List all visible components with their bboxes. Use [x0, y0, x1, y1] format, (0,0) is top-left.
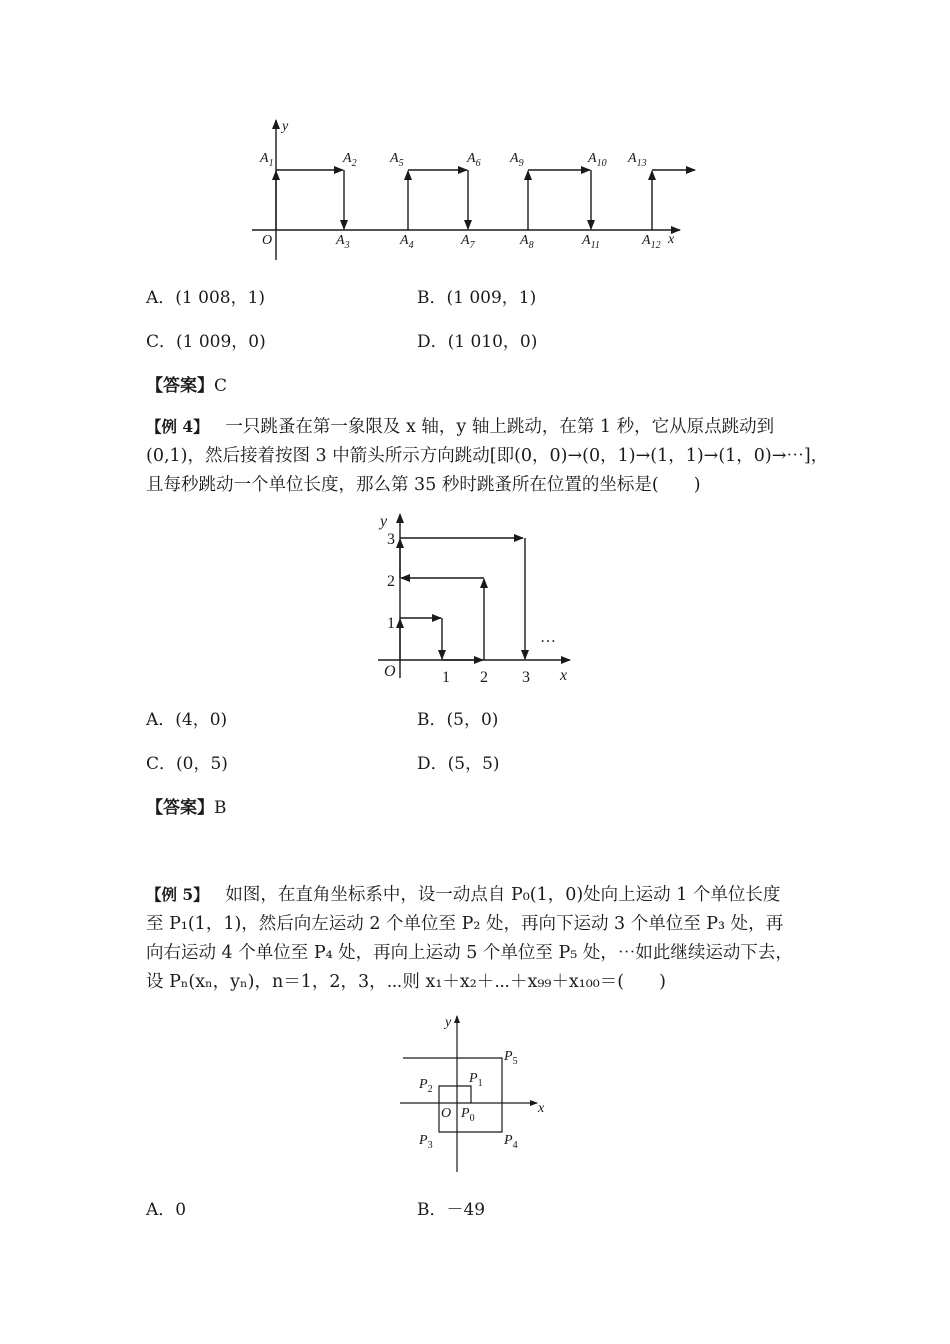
answer-q4: 【答案】B [146, 798, 227, 818]
option-b: B．(1 009，1) [417, 288, 537, 308]
point-A5: $A_5$ [390, 151, 404, 169]
point-P3: $P_3$ [419, 1133, 433, 1151]
point-A9: $A_9$ [510, 151, 524, 169]
y-axis-label: y [380, 513, 388, 530]
option-a: A．0 [146, 1200, 187, 1220]
question-line: 至 P₁(1，1)，然后向左运动 2 个单位至 P₂ 处，再向下运动 3 个单位至 P₃ 处，再 [146, 914, 784, 934]
y-axis-label: y [445, 1015, 452, 1030]
figure-1-jump-path [240, 110, 710, 270]
figure-3-spiral-path [395, 1010, 565, 1180]
ellipsis: … [540, 629, 556, 646]
x-tick-1: 1 [442, 669, 450, 686]
x-tick-3: 3 [522, 669, 530, 686]
question-line: (0,1)，然后接着按图 3 中箭头所示方向跳动[即(0，0)→(0，1)→(1，1)→(1，0)→⋯]， [146, 446, 829, 466]
origin-label: O [262, 233, 273, 248]
figure-2-flea-path [370, 508, 580, 688]
point-P5: $P_5$ [504, 1049, 518, 1067]
question-line: 设 Pₙ(xₙ，yₙ)，n＝1，2，3，⋯则 x₁＋x₂＋⋯＋x₉₉＋x₁₀₀＝( ) [146, 972, 666, 992]
point-A10: $A_{10}$ [588, 151, 607, 169]
origin-label: O [384, 663, 396, 680]
point-A1: $A_1$ [260, 151, 274, 169]
point-A3: $A_3$ [336, 233, 350, 251]
question-5 [146, 880, 793, 997]
option-a: A．(1 008，1) [146, 288, 266, 308]
point-A2: $A_2$ [343, 151, 357, 169]
x-axis-label: x [668, 232, 675, 247]
point-A7: $A_7$ [461, 233, 475, 251]
y-tick-1: 1 [387, 615, 395, 632]
y-tick-2: 2 [387, 573, 395, 590]
option-d: D．(5，5) [417, 754, 500, 774]
question-tag: 【例 5】 [146, 885, 209, 904]
option-c: C．(1 009，0) [146, 332, 266, 352]
point-P1: $P_1$ [469, 1071, 483, 1089]
question-4 [146, 412, 828, 500]
answer-q3: 【答案】C [146, 376, 228, 396]
question-line: 一只跳蚤在第一象限及 x 轴，y 轴上跳动，在第 1 秒，它从原点跳动到 [225, 417, 775, 437]
question-tag: 【例 4】 [146, 417, 209, 436]
point-A8: $A_8$ [520, 233, 534, 251]
point-A11: $A_{11}$ [582, 233, 600, 251]
option-b: B．(5，0) [417, 710, 499, 730]
question-line: 向右运动 4 个单位至 P₄ 处，再向上运动 5 个单位至 P₅ 处，⋯如此继续运动下去， [146, 943, 793, 963]
option-b: B．－49 [417, 1200, 486, 1220]
point-A13: $A_{13}$ [628, 151, 647, 169]
y-tick-3: 3 [387, 531, 395, 548]
option-c: C．(0，5) [146, 754, 228, 774]
x-tick-2: 2 [480, 669, 488, 686]
question-line: 如图，在直角坐标系中，设一动点自 P₀(1，0)处向上运动 1 个单位长度 [225, 885, 781, 905]
point-P4: $P_4$ [504, 1133, 518, 1151]
point-P2: $P_2$ [419, 1077, 433, 1095]
point-A12: $A_{12}$ [642, 233, 661, 251]
point-A4: $A_4$ [400, 233, 414, 251]
x-axis-label: x [538, 1101, 545, 1116]
question-line: 且每秒跳动一个单位长度，那么第 35 秒时跳蚤所在位置的坐标是( ) [146, 475, 701, 495]
option-d: D．(1 010，0) [417, 332, 538, 352]
origin-label: O [441, 1106, 452, 1121]
point-A6: $A_6$ [467, 151, 481, 169]
option-a: A．(4，0) [146, 710, 228, 730]
x-axis-label: x [560, 667, 568, 684]
point-P0: $P_0$ [461, 1106, 475, 1124]
y-axis-label: y [282, 119, 289, 134]
